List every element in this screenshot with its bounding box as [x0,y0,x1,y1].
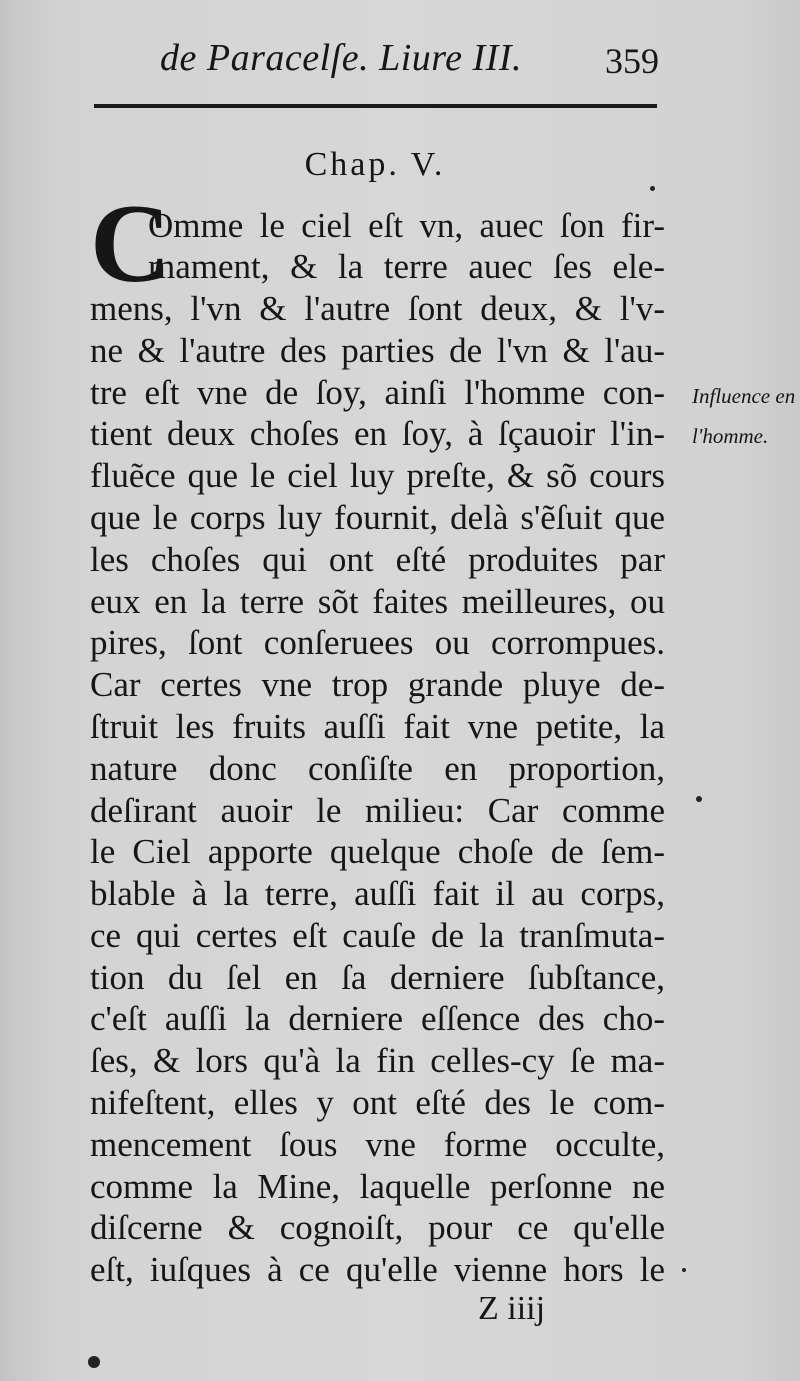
margin-note-line: l'homme. [692,424,769,448]
chapter-heading: Chap. V. [304,146,446,183]
text-line: ne & l'autre des parties de l'vn & l'au- [90,331,665,370]
text-line: Car certes vne trop grande pluye de- [90,665,665,704]
text-line: le Ciel apporte quelque choſe de ſem- [90,832,665,871]
text-line: deſirant auoir le milieu: Car comme [90,791,665,830]
text-line: Omme le ciel eſt vn, auec ſon fir- [148,206,665,245]
text-line: tient deux choſes en ſoy, à ſçauoir l'in- [90,414,665,453]
text-line: ſes, & lors qu'à la fin celles-cy ſe ma- [90,1041,665,1080]
text-line: que le corps luy fournit, delà s'ẽſuit que [90,498,665,537]
text-line: eux en la terre sõt faites meilleures, ou [90,582,665,621]
signature-mark: Z iiij [478,1290,546,1327]
page-number: 359 [605,41,659,81]
text-line: diſcerne & cognoiſt, pour ce qu'elle [90,1208,665,1247]
margin-note-line: Influence en [692,384,796,408]
text-line: fluẽce que le ciel luy preſte, & sõ cours [90,456,665,495]
text-line: pires, ſont conſeruees ou corrompues. [90,623,665,662]
text-line: les choſes qui ont eſté produites par [90,540,665,579]
text-line: mens, l'vn & l'autre ſont deux, & l'v- [90,289,665,328]
text-line: nifeſtent, elles y ont eſté des le com- [90,1083,665,1122]
running-title: de Paracelſe. Liure III. [160,37,522,79]
text-line: tre eſt vne de ſoy, ainſi l'homme con- [90,373,665,412]
text-line: mament, & la terre auec ſes ele- [148,247,665,286]
text-line: eſt, iuſques à ce qu'elle vienne hors le [90,1250,665,1289]
text-line: tion du ſel en ſa derniere ſubſtance, [90,958,665,997]
drop-cap: C [90,182,171,306]
text-line: ce qui certes eſt cauſe de la tranſmuta- [90,916,665,955]
ink-speck [88,1356,100,1368]
ink-speck [682,1268,686,1272]
text-line: comme la Mine, laquelle perſonne ne [90,1167,665,1206]
text-line: nature donc conſiſte en proportion, [90,749,665,788]
ink-speck [650,186,655,191]
text-line: mencement ſous vne forme occulte, [90,1125,665,1164]
text-line: ſtruit les fruits auſſi fait vne petite, la [90,707,665,746]
ink-speck [696,796,702,802]
text-line: c'eſt auſſi la derniere eſſence des cho- [90,999,665,1038]
text-line: blable à la terre, auſſi fait il au corps, [90,874,665,913]
